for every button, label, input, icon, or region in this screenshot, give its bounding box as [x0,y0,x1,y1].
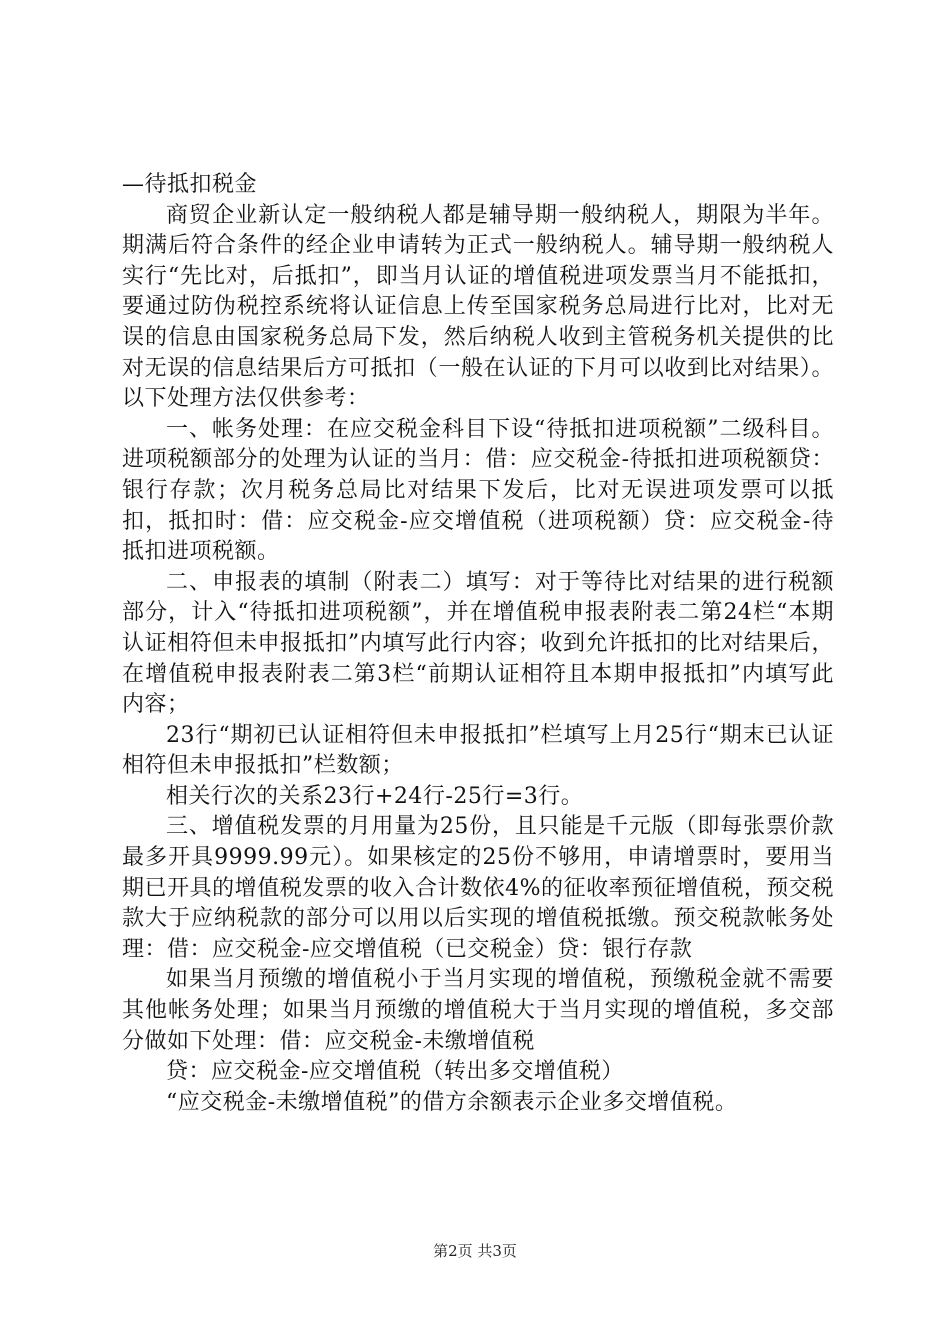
paragraph-accounting: 一、帐务处理：在应交税金科目下设“待抵扣进项税额”二级科目。进项税额部分的处理为认证的当月：借：应交税金-待抵扣进项税额贷：银行存款；次月税务总局比对结果下发后，比对无误进项发票可以抵扣，抵扣时：借：应交税金-应交增值税（进项税额）贷：应交税金-待抵扣进项税额。 [122,416,834,565]
paragraph-heading: —待抵扣税金 [122,172,258,197]
paragraph-credit-entry: 贷：应交税金-应交增值税（转出多交增值税） [166,1059,624,1085]
page-number: 第2页 共3页 [433,1242,517,1260]
document-body [122,170,834,1118]
paragraph-invoice-usage: 三、增值税发票的月用量为25份，且只能是千元版（即每张票价款最多开具9999.99元）。如果核定的25份不够用，申请增票时，要用当期已开具的增值税发票的收入合计数依4%的征收率预征增值税，预交税款大于应纳税款的部分可以用以后实现的增值税抵缴。预交税款帐务处理：借：应交税金-应交增值税（已交税金）贷：银行存款 [122,814,834,962]
paragraph-filing: 二、申报表的填制（附表二）填写：对于等待比对结果的进行税额部分，计入“待抵扣进项税额”，并在增值税申报表附表二第24栏“本期认证相符但未申报抵扣”内填写此行内容；收到允许抵扣的比对结果后，在增值税申报表附表二第3栏“前期认证相符且本期申报抵扣”内填写此内容； [122,569,834,718]
paragraph-balance-note: “应交税金-未缴增值税”的借方余额表示企业多交增值税。 [166,1089,738,1115]
paragraph-row-23: 23行“期初已认证相符但未申报抵扣”栏填写上月25行“期末已认证相符但未申报抵扣”栏数额； [122,722,834,779]
paragraph-prepayment: 如果当月预缴的增值税小于当月实现的增值税，预缴税金就不需要其他帐务处理；如果当月预缴的增值税大于当月实现的增值税，多交部分做如下处理：借：应交税金-未缴增值税 [122,967,834,1054]
paragraph-intro: 商贸企业新认定一般纳税人都是辅导期一般纳税人，期限为半年。期满后符合条件的经企业申请转为正式一般纳税人。辅导期一般纳税人实行“先比对，后抵扣”，即当月认证的增值税进项发票当月不能抵扣，要通过防伪税控系统将认证信息上传至国家税务总局进行比对，比对无误的信息由国家税务总局下发，然后纳税人收到主管税务机关提供的比对无误的信息结果后方可抵扣（一般在认证的下月可以收到比对结果）。以下处理方法仅供参考： [122,202,834,412]
paragraph-row-relation: 相关行次的关系23行+24行-25行=3行。 [166,783,584,809]
